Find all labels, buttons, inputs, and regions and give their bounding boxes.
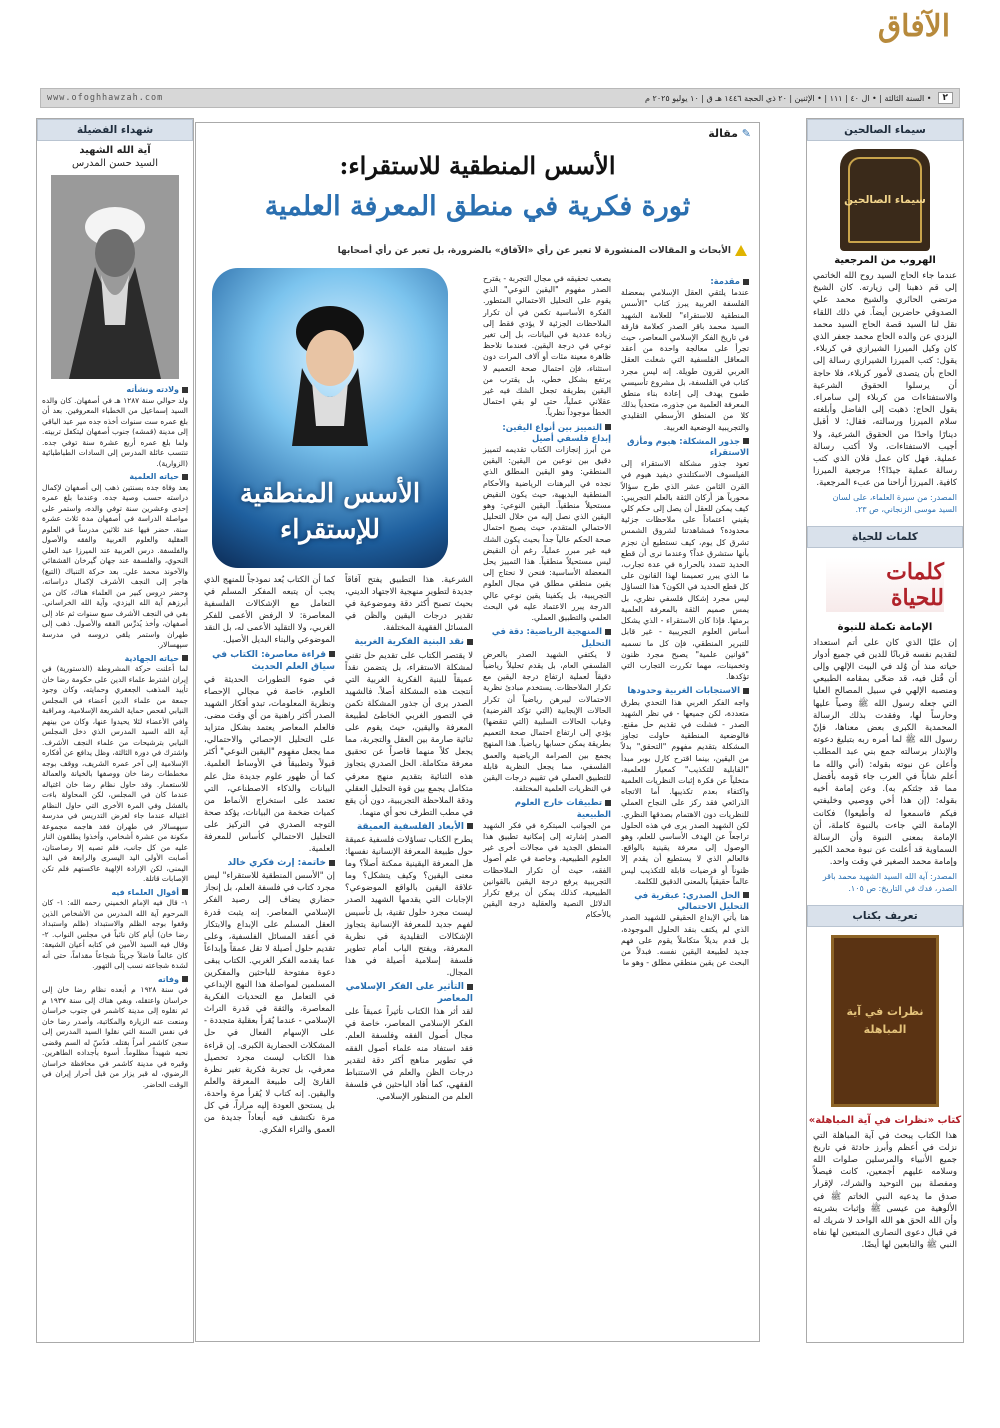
subheading: التمييز بين أنواع اليقين: إبداع فلسفي أصيل <box>502 421 611 443</box>
main-article <box>195 122 760 1342</box>
paragraph: من أبرز إنجازات الكتاب تقديمه لتمييز دقيق بين نوعين من اليقين: اليقين المنطقي: وهو اليقين المطلق الذي نجده في البرهنات الرياضية والأحكام المنطقية البديهية، حيث يكون النقيض مستحيلاً منطقياً. اليقين النوعي: وهو اليقين الذي نصل إليه من خلال التحليل الاحتمالي المتقدم، حيث يصبح احتمال صحة الحكم عالياً جداً بحيث يكون الشك فيه غير مبرر عملياً، رغم أن النقيض ليس مستحيلاً منطقياً. هذا التمييز يحل المعضلة الأساسية: فنحن لا نحتاج إلى يقين منطقي مطلق في مجال العلوم التجريبية، بل يكفينا يقين نوعي عالي الدرجة يبرر الاعتماد عليه في البحث العلمي والتطبيق العملي. <box>483 445 611 623</box>
section-title-words: كلمات للحياة <box>807 526 963 548</box>
disclaimer: الأبحاث و المقالات المنشورة لا تعبر عن رأي «الآفاق» بالضرورة، بل تعبر عن رأي أصحابها <box>208 245 747 256</box>
website-link[interactable]: www.ofoghhawzah.com <box>47 93 164 103</box>
newspaper-logo: الآفاق <box>877 8 951 44</box>
section-title-seema: سيماء الصالحين <box>807 119 963 141</box>
subheading: ولادته ونشأته <box>42 385 188 396</box>
portrait-photo-icon <box>51 175 179 379</box>
subheading: أقوال العلماء فيه <box>42 888 188 899</box>
paragraph: لا يكتفي الشهيد الصدر بالعرض الفلسفي العام، بل يقدم تحليلاً رياضياً دقيقاً لعملية ارتفاع درجة اليقين مع تكرار الملاحظات. يستخدم مبادئ نظرية الاحتمالات ليبرهن رياضياً أن تكرار الحالات الإيجابية (التي تؤكد الفرضية) وغياب الحالات السلبية (التي تنقضها) يؤدي إلى ارتفاع احتمال صحة التعميم بطريقة يمكن حسابها رياضياً. هذا المنهج يجمع بين الصرامة الرياضية والعمق الفلسفي، مما يجعل النظرية قابلة للتطبيق العملي في تقييم درجات اليقين في النظريات العلمية المختلفة. <box>483 649 611 794</box>
paragraph: هنا يأتي الإبداع الحقيقي للشهيد الصدر الذي لم يكتف بنقد الحلول الموجودة، بل قدم بديلاً متكاملاً يقوم على فهم جديد لطبيعة اليقين نفسه. فبدلاً من البحث عن يقين منطقي مطلق - وهو ما <box>621 913 749 968</box>
paragraph: بعد وفاة جده بسنتين ذهب إلى أصفهان لإكمال دراسته حسب وصية جده. وعندما بلغ عمره إحدى وعشرين سنة توفي والده، واستمر على مواصلة الدراسة في أصفهان مدة ثلاث عشرة سنة، حضر فيها عند ثلاثين مدرساً في العلوم العقلية والعلوم العربية والفقه والأصول والفلسفة. درس العربية عند الميرزا عبد العلي النحوي، والفلسفة عند جهان گيرخان القشقائي والآخوند محمد علي. بعد حركة التنباك (التبغ) هاجر إلى النجف الأشرف لإكمال دراساته، وحضر دروس كبير من العلماء هناك، كان من أبرزهم آية الله اليزدي، وآية الله الخراساني. بقي في النجف الأشرف سبع سنوات ثم عاد إلى أصفهان، وأخذ يُدرِّس الفقه والأصول. ذهب إلى طهران واستمر يلقي دروسه في مدرسة سپهسالار. <box>42 482 188 649</box>
article-column-2 <box>483 273 611 921</box>
paragraph: من الجوانب المبتكرة في فكر الشهيد الصدر إشارته إلى إمكانية تطبيق هذا المنطق الجديد في مجالات أخرى غير العلوم الطبيعية، وخاصة في علم أصول الفقه، حيث أن تكرار الملاحظات التجريبية يرفع درجة اليقين بالقوانين الطبيعية، كذلك يمكن أن يرفع تكرار الدلائل النصية والعقلية درجة اليقين بالأحكام <box>483 820 611 920</box>
subheading: خاتمة: إرث فكري خالد <box>204 857 335 869</box>
paragraph: يطرح الكتاب تساؤلات فلسفية عميقة حول طبيعة المعرفة الإنسانية نفسها: هل المعرفة اليقينية ممكنة أصلاً؟ وما معنى اليقين؟ وكيف يتشكل؟ وما علاقة اليقين بالواقع الموضوعي؟ الإجابات التي يقدمها الشهيد الصدر ليست مجرد حلول تقنية، بل تأسيس لفهم جديد للمعرفة الإنسانية يتجاوز الإشكالات التقليدية في نظرية المعرفة، ويفتح الباب أمام تطوير فلسفة إسلامية أصيلة في هذا المجال. <box>345 833 473 977</box>
paragraph: لا يقتصر الكتاب على تقديم حل تقني لمشكلة الاستقراء، بل يتضمن نقداً عميقاً للبنية الفكرية الغربية التي أنتجت هذه المشكلة أصلاً. فالشهيد الصدر يرى أن جذور المشكلة تكمن في التصور الغربي الخاطئ لطبيعة المعرفة واليقين، حيث يقوم على ثنائية صارمة بين العقل والتجربة، مما يجعل كلاً منهما قاصراً عن تحقيق معرفة متكاملة. الحل الصدري يتجاوز هذه الثنائية بتقديم منهج معرفي متكامل يجمع بين قوة التحليل العقلي ودقة الملاحظة التجريبية، دون أن يقع في مطب التطرف نحو أي منهما. <box>345 649 473 817</box>
paragraph: واجه الفكر الغربي هذا التحدي بطرق متعددة، لكن جميعها - في نظر الشهيد الصدر - فشلت في تقديم حل مقنع. فالوضعية المنطقية حاولت تجاوز المشكلة بتقديم مفهوم "التحقق" بدلاً من اليقين، بينما اقترح كارل بوبر مبدأ "القابلية للتكذيب" كمعيار للعلمية، متخلياً عن فكرة إثبات النظريات العلمية واكتفاء بعدم تكذيبها. أما الاتجاه الذرائعي فقد ركز على النجاح العملي للنظريات دون الاهتمام بصدقها النظري. لكن الشهيد الصدر يرى في هذه الحلول تراجعاً عن الهدف الأساسي للعلم، وهو الوصول إلى معرفة يقينية بالواقع. فالعالم الذي لا يستطيع أن يقدم إلا ظنوناً أو فرضيات قابلة للتكذيب ليس عالماً حقيقياً بالمعنى الدقيق للكلمة. <box>621 697 749 886</box>
item-title-imamate: الإمامة تكملة للنبوة <box>837 621 933 633</box>
book-cover: نظرات في آية المباهلة <box>831 935 939 1107</box>
section-title-book: تعريف بكتاب <box>807 905 963 927</box>
subheading: الأبعاد الفلسفية العميقة <box>345 821 473 833</box>
poster-text-1: الأسس المنطقية <box>239 479 421 509</box>
paragraph: إن "الأسس المنطقية للاستقراء" ليس مجرد كتاب في فلسفة العلم، بل إنجاز حضاري يضاف إلى رصيد الفكر الإسلامي المعاصر. إنه يثبت قدرة العقل المسلم على الإبداع والابتكار في أعقد المسائل الفلسفية، وعلى تقديم حلول أصيلة لا تقل عمقاً وإبداعاً عما يقدمه الفكر الغربي. الكتاب يبقى دعوة مفتوحة للباحثين والمفكرين المسلمين لمواصلة هذا النهج الإبداعي في التعامل مع التحديات الفكرية المعاصرة، والثقة في قدرة التراث الإسلامي - عندما يُقرأ بعقلية متجددة - على الإسهام الفعال في حل المشكلات الحضارية الكبرى. إن قراءة هذا الكتاب ليست مجرد تحصيل معرفي، بل تجربة فكرية تغير نظرة القارئ إلى طبيعة المعرفة والعلم واليقين. إنه كتاب لا يُقرأ مرة واحدة، بل يستحق العودة إليه مراراً، في كل مرة نكتشف فيه أبعاداً جديدة من العمق والثراء الفكري. <box>204 870 335 1135</box>
paragraph: ١- قال فيه الإمام الخميني رحمه الله: ١- كان المرحوم آية الله المدرس من الأشخاص الذين وقفوا بوجه الظلم والاستبداد (ظلم واستبداد رضا خان) أيام كان نائباً في مجلس النواب. ٢- وقال فيه السيد الأمين في كتابه أعيان الشيعة: كان عالماً فاضلاً جريئاً شجاعاً مقداماً، حتى أنه لشدة شجاعته نسب إلى التهور. <box>42 898 189 970</box>
article-column-1 <box>621 273 749 968</box>
article-column-3 <box>345 573 473 1102</box>
martyr-name: السيد حسن المدرس <box>72 158 158 169</box>
martyr-subtitle: آية الله الشهيد <box>79 145 151 156</box>
subheading: مقدمة: <box>621 276 749 287</box>
item-title-book: كتاب «نظرات في آية المباهلة» <box>808 1114 962 1126</box>
subheading: حياته الجهادية <box>42 654 188 665</box>
ornament-text: سيماء الصالحين <box>844 194 926 206</box>
section-title-martyrs: شهداء الفضيلة <box>37 119 193 141</box>
paragraph: يصعب تحقيقه في مجال التجربة - يقترح الصدر مفهوم "اليقين النوعي" الذي يقوم على التحليل الاحتمالي المتطور. الفكرة الأساسية تكمن في أن تكرار الملاحظات الجزئية لا يؤدي فقط إلى زيادة عددية في البيانات، بل إلى تغير نوعي في درجة اليقين. فعندما نلاحظ ظاهرة معينة مئات أو آلاف المرات دون استثناء، فإن احتمال صحة التعميم لا يرتفع بشكل خطي، بل يقترب من اليقين بطريقة تجعل الشك فيه غير عقلاني عملياً، حتى لو بقي احتمال الخطأ موجوداً نظرياً. <box>483 274 611 418</box>
paragraph: تعود جذور مشكلة الاستقراء إلى الفيلسوف الاسكتلندي ديفيد هيوم في القرن الثامن عشر الذي طرح سؤالاً محورياً هز أركان الثقة بالعلم التجريبي: كيف يمكن للعقل أن يصل إلى حكم كلي يقيني اعتماداً على ملاحظات جزئية محدودة؟ فمشاهدتنا لشروق الشمس تشرق كل يوم، كيف نستطيع أن نجزم بأنها ستشرق غداً؟ وعندما نرى أن قطع الحديد تتمدد بالحرارة في عدة تجارب، ما الذي يبرر تعميمنا لهذا القانون على كل قطع الحديد في الكون؟ هذا التساؤل ليس مجرد إشكال فلسفي نظري، بل يمس صميم الثقة بالمعرفة العلمية برمتها. فإذا كان الاستقراء - الذي يشكل أساس العلوم التجريبية - غير قابل للتبرير المنطقي، فإن كل ما نسميه "قوانين علمية" يصبح مجرد ظنون وتخمينات، مهما تكررت التجارب التي تؤكدها. <box>621 459 749 682</box>
subheading: الاستجابات الغربية وحدودها <box>621 685 749 696</box>
item-source-escape: المصدر: من سيرة العلماء، على لسان السيد موسى الزنجاني، ص ٢٣. <box>832 492 957 514</box>
article-column-4 <box>204 573 335 1135</box>
subheading: وفاته <box>42 975 188 986</box>
poster-text-2: للإستقراء <box>279 515 380 545</box>
subheading: المنهجية الرياضية: دقة في التحليل <box>491 626 611 648</box>
article-kicker: ✎ مقالة <box>708 127 751 140</box>
sidebar-features <box>806 118 964 1343</box>
paragraph: عندما يلتقي العقل الإسلامي بمعضلة الفلسفة الغربية يبرز كتاب "الأسس المنطقية للاستقراء" للعلامة الشهيد السيد محمد باقر الصدر كعلامة فارقة في تاريخ الفكر الإسلامي المعاصر، حيث تجرأ على معالجة واحدة من أعقد المعاقل الفلسفية التي شغلت العقل الغربي لقرون طويلة. إنه ليس مجرد كتاب في الفلسفة، بل مشروع تأسيسي طموح يهدف إلى إعادة بناء منطق المعرفة العلمية من جذوره، متحدياً بذلك كلا من المنطق الأرسطي التقليدي والتجريبية الوضعية الغربية. <box>621 288 749 432</box>
item-source-imamate: المصدر: آية الله السيد الشهيد محمد باقر الصدر، فدك في التاريخ: ص ١٠٥. <box>822 871 957 893</box>
poster-image <box>212 268 448 568</box>
header-bar <box>40 88 960 108</box>
martyr-photo <box>51 175 179 379</box>
subheading: حياته العلمية <box>42 472 188 483</box>
paragraph: لما أعلنت حركة المشروطة (الدستورية) في إيران اشترط علماء الدين على حكومة رضا خان تأييد المذهب الجعفري وحمايته، وكان وجود جمعة من علماء الدين أعضاء في المجلس النيابي لفحص حماية الشريعة الإسلامية، ومراقبة وافي الأعضاء لئلا يحيدوا عنها، وكان من بينهم آية الله السيد المدرس الذي دخل المجلس النيابي بترشيحات من علماء النجف الأشرف. واشترك في دورة الثالثة، وظل يدافع عن أفكاره الإسلامية إلى آخر عمره الشريف، ووقف بوجه مخططات رضا خان ووصفها بالخيانة والعمالة للاستعمار. وقد حاول نظام رضا خان اغتياله عندما كان في المجلس، لكن المحاولة باءت بالفشل وفي المرة الأخرى التي حاول النظام اغتياله عندما جاء لغرض التدريس في مدرسة سپهسالار في طهران فقد هاجمه مجموعة مكونة من عشرة أشخاص، وأخذوا يطلقون النار عليه من كل جانب، فلم تصبه إلا رصاصتان، أصابت الأولى اليد اليسرى والرابعة في اليد اليمنى، لكن الإرادة الإلهية عاكستهم فلم تكن الإصابات قاتلة. <box>42 664 188 883</box>
calligraphy-logo: كلمات للحياة <box>826 558 944 612</box>
item-body-book: هذا الكتاب يبحث في آية المباهلة التي نزلت في أعظم وأبرز حادثة في تاريخ جميع الأنبياء والمرسلين صلوات الله وسلامه عليهم أجمعين، كانت فيصلاً ومفصلة بين التوحيد والشرك، لإقرار صدق ما يدعيه النبي الخاتم ﷺ في الألوهية من عيسى ﷺ وإثبات بشريته وأن الله الحق هو الله الواحد لا شريك له في قبال دعوى النصارى المبتعين لها نفاه النبي ﷺ والتابعين لها أيضًا. <box>813 1130 957 1251</box>
page-number: ٢ <box>938 92 954 104</box>
issue-meta: • السنة الثالثة | • ال ٤٠ | ١١١ | • الإثنين | ٢٠ ذي الحجة ١٤٤٦ هـ ق | ١٠ يوليو ٢٠٢٥ م <box>645 93 932 103</box>
article-title-line1: الأسس المنطقية للاستقراء: <box>339 151 616 180</box>
paragraph: في سنة ١٩٢٨ م أبعده نظام رضا خان إلى خراسان واعتقله، وبقي هناك إلى سنة ١٩٣٧ م ثم نقلوه إلى مدينة كاشمر في جنوب خراسان ومنعت عنه الزيارة والمكاتبة، وأصدر رضا خان في نفس السنة التي نقلوا السيد المدرس إلى سجن كاشمر أمراً بقتله. فدُسّ له السم وقضى نحبه شهيداً مظلوماً. أسوة بأجداده الطاهرين. وقبره في مدينة كاشمر في محافظة خراسان الرضوي، له قبر يزار من قبل أحرار إيران في الوقت الحاضر. <box>42 985 189 1089</box>
warning-icon <box>735 245 747 256</box>
paragraph: الشرعية. هذا التطبيق يفتح آفاقاً جديدة لتطوير منهجية الاجتهاد الديني، بحيث تصبح أكثر دقة وموضوعية في تقدير درجات اليقين والظن في المسائل الفقهية المختلفة. <box>345 574 473 633</box>
subheading: الحل الصدري: عبقرية في التحليل الاحتمالي <box>634 889 749 912</box>
article-title-line2: ثورة فكرية في منطق المعرفة العلمية <box>264 191 691 222</box>
item-body-imamate: إن عليًا الذي كان على أتم استعداد لتقديم نفسه قربانًا للدين في جميع أدوار حياته منذ أن وُلد في البيت الإلهي وإلى أن قُتل فيه، قد ضحّى بمقامه الطبيعي ومنصبه الإلهي في سبيل المصالح العليا التي جعله رسول الله ﷺ وصياً عليها وحارساً لها، وفقدت بذلك الرسالة المحمدية الكبرى بعض معناها، فإنّ رسول الله ﷺ لما أمره ربه بتبليغ دعوته والإنذار برسالته جمع بني عبد المطلب وأعلن عن نبوته بقوله: (أني والله ما أعلم شاباً في العرب جاء قومه بأفضل مما قد جئتكم به). وعن إمامة أخيه بقوله: (إن هذا أخي ووصيي وخليفتي فيكم فاسمعوا له وأطيعوا) فكانت الإمامة التي جاءت بالنبوة كاملة، أن الإمامة بمعنى النبوة وأن الرسالة السماوية قد أعلنت عن نبوة محمد الكبير وإمامة محمد الصغير في وقت واحد. <box>813 637 957 868</box>
paragraph: ولد حوالي سنة ١٢٨٧ هـ في أصفهان. كان والده السيد إسماعيل من الخطباء المعروفين. بعد أن بلغ عمره ست سنوات أخذه جده مير عبد الباقي إلى مدينة (قمشه) جنوب أصفهان ليتكفل تربيته. ولما بلغ عمره أربع عشرة سنة توفي جده. تنتسب عائلة المدرس إلى السادات الطباطبائية (الزوارية). <box>42 395 188 468</box>
ornament-frame-icon <box>840 149 930 251</box>
martyr-bio <box>37 385 193 1090</box>
portrait-figure-icon <box>272 296 388 446</box>
masthead <box>0 0 1000 112</box>
paragraph: كما أن الكتاب يُعد نموذجاً للمنهج الذي يجب أن يتبعه المفكر المسلم في التعامل مع الإشكالات الفلسفية المعاصرة: لا الرفض الأعمى للفكر الغربي، ولا التقليد الأعمى له، بل النقد الموضوعي والبناء البديل الأصيل. <box>204 574 335 645</box>
item-body-escape: عندما جاء الحاج السيد روح الله الخاتمي إلى قم ذهبنا إلى زيارته. كان الشيخ مرتضى الحائري والشيخ محمد علي الصدوقي حاضرين أيضاً. في ذلك اللقاء نقل لنا السيد قصة الحاج السيد محمد اليزدي عن والده الحاج محمد جعفر الذي كان وكيل الميرزا الشيرازي في كربلاء. يقول: كتب الميرزا الشيرازي رسالة إلى الحاج بأن يتصدى لأمور كربلاء، فلا حاجة أن يرسلوا الحقوق الشرعية والاستفتاءات من كربلاء إلى سامراء. يقول الحاج: ذهبت إلى الفاضل وأبلغته سلام الميرزا ورسالته، فقال: لا أقبل دينارًا واحدًا من الحقوق الشرعية، ولا أجيب الاستفتاءات، ولا أكتب رسالة عملية. فهل كان عمل فلان الذي كتب رسالة عملية جيدًا؟! مرجعية الميرزا كافية. الميرزا أراحنا من عبء المرجعية. <box>813 271 957 489</box>
subheading: نقد البنية الفكرية الغربية <box>345 636 473 648</box>
paragraph: لقد أثر هذا الكتاب تأثيراً عميقاً على الفكر الإسلامي المعاصر، خاصة في مجال أصول الفقه وفلسفة العلم. فقد استفاد منه علماء أصول الفقه في تطوير مناهج أكثر دقة لتقدير درجات الظن والعلم في الاستنباط الفقهي، كما أفاد الباحثين في فلسفة العلم من المنظور الإسلامي. <box>345 1006 473 1101</box>
subheading: التأثير على الفكر الإسلامي المعاصر <box>345 982 473 1005</box>
sidebar-martyrs <box>36 118 194 1343</box>
subheading: تطبيقات خارج العلوم الطبيعية <box>514 797 611 819</box>
paragraph: في ضوء التطورات الحديثة في العلوم، خاصة في مجالي الإحصاء ونظرية المعلومات، تبدو أفكار الشهيد الصدر أكثر راهنية من أي وقت مضى. فالعلم المعاصر يعتمد بشكل متزايد على التحليل الإحصائي والاحتمالي، مما يجعل مفهوم "اليقين النوعي" أكثر قبولاً وتطبيقاً في الأوساط العلمية. كما أن ظهور علوم جديدة مثل علم البيانات والذكاء الاصطناعي، التي تعتمد على استخراج الأنماط من كميات ضخمة من البيانات، يؤكد صحة التوجه الصدري في التركيز على التحليل الاحتمالي كأساس للمعرفة العلمية. <box>204 673 335 854</box>
subheading: قراءة معاصرة: الكتاب في سياق العلم الحديث <box>212 649 335 672</box>
item-title-escape: الهروب من المرجعية <box>834 255 936 266</box>
subheading: جذور المشكلة: هيوم ومأزق الاستقراء <box>627 435 749 458</box>
